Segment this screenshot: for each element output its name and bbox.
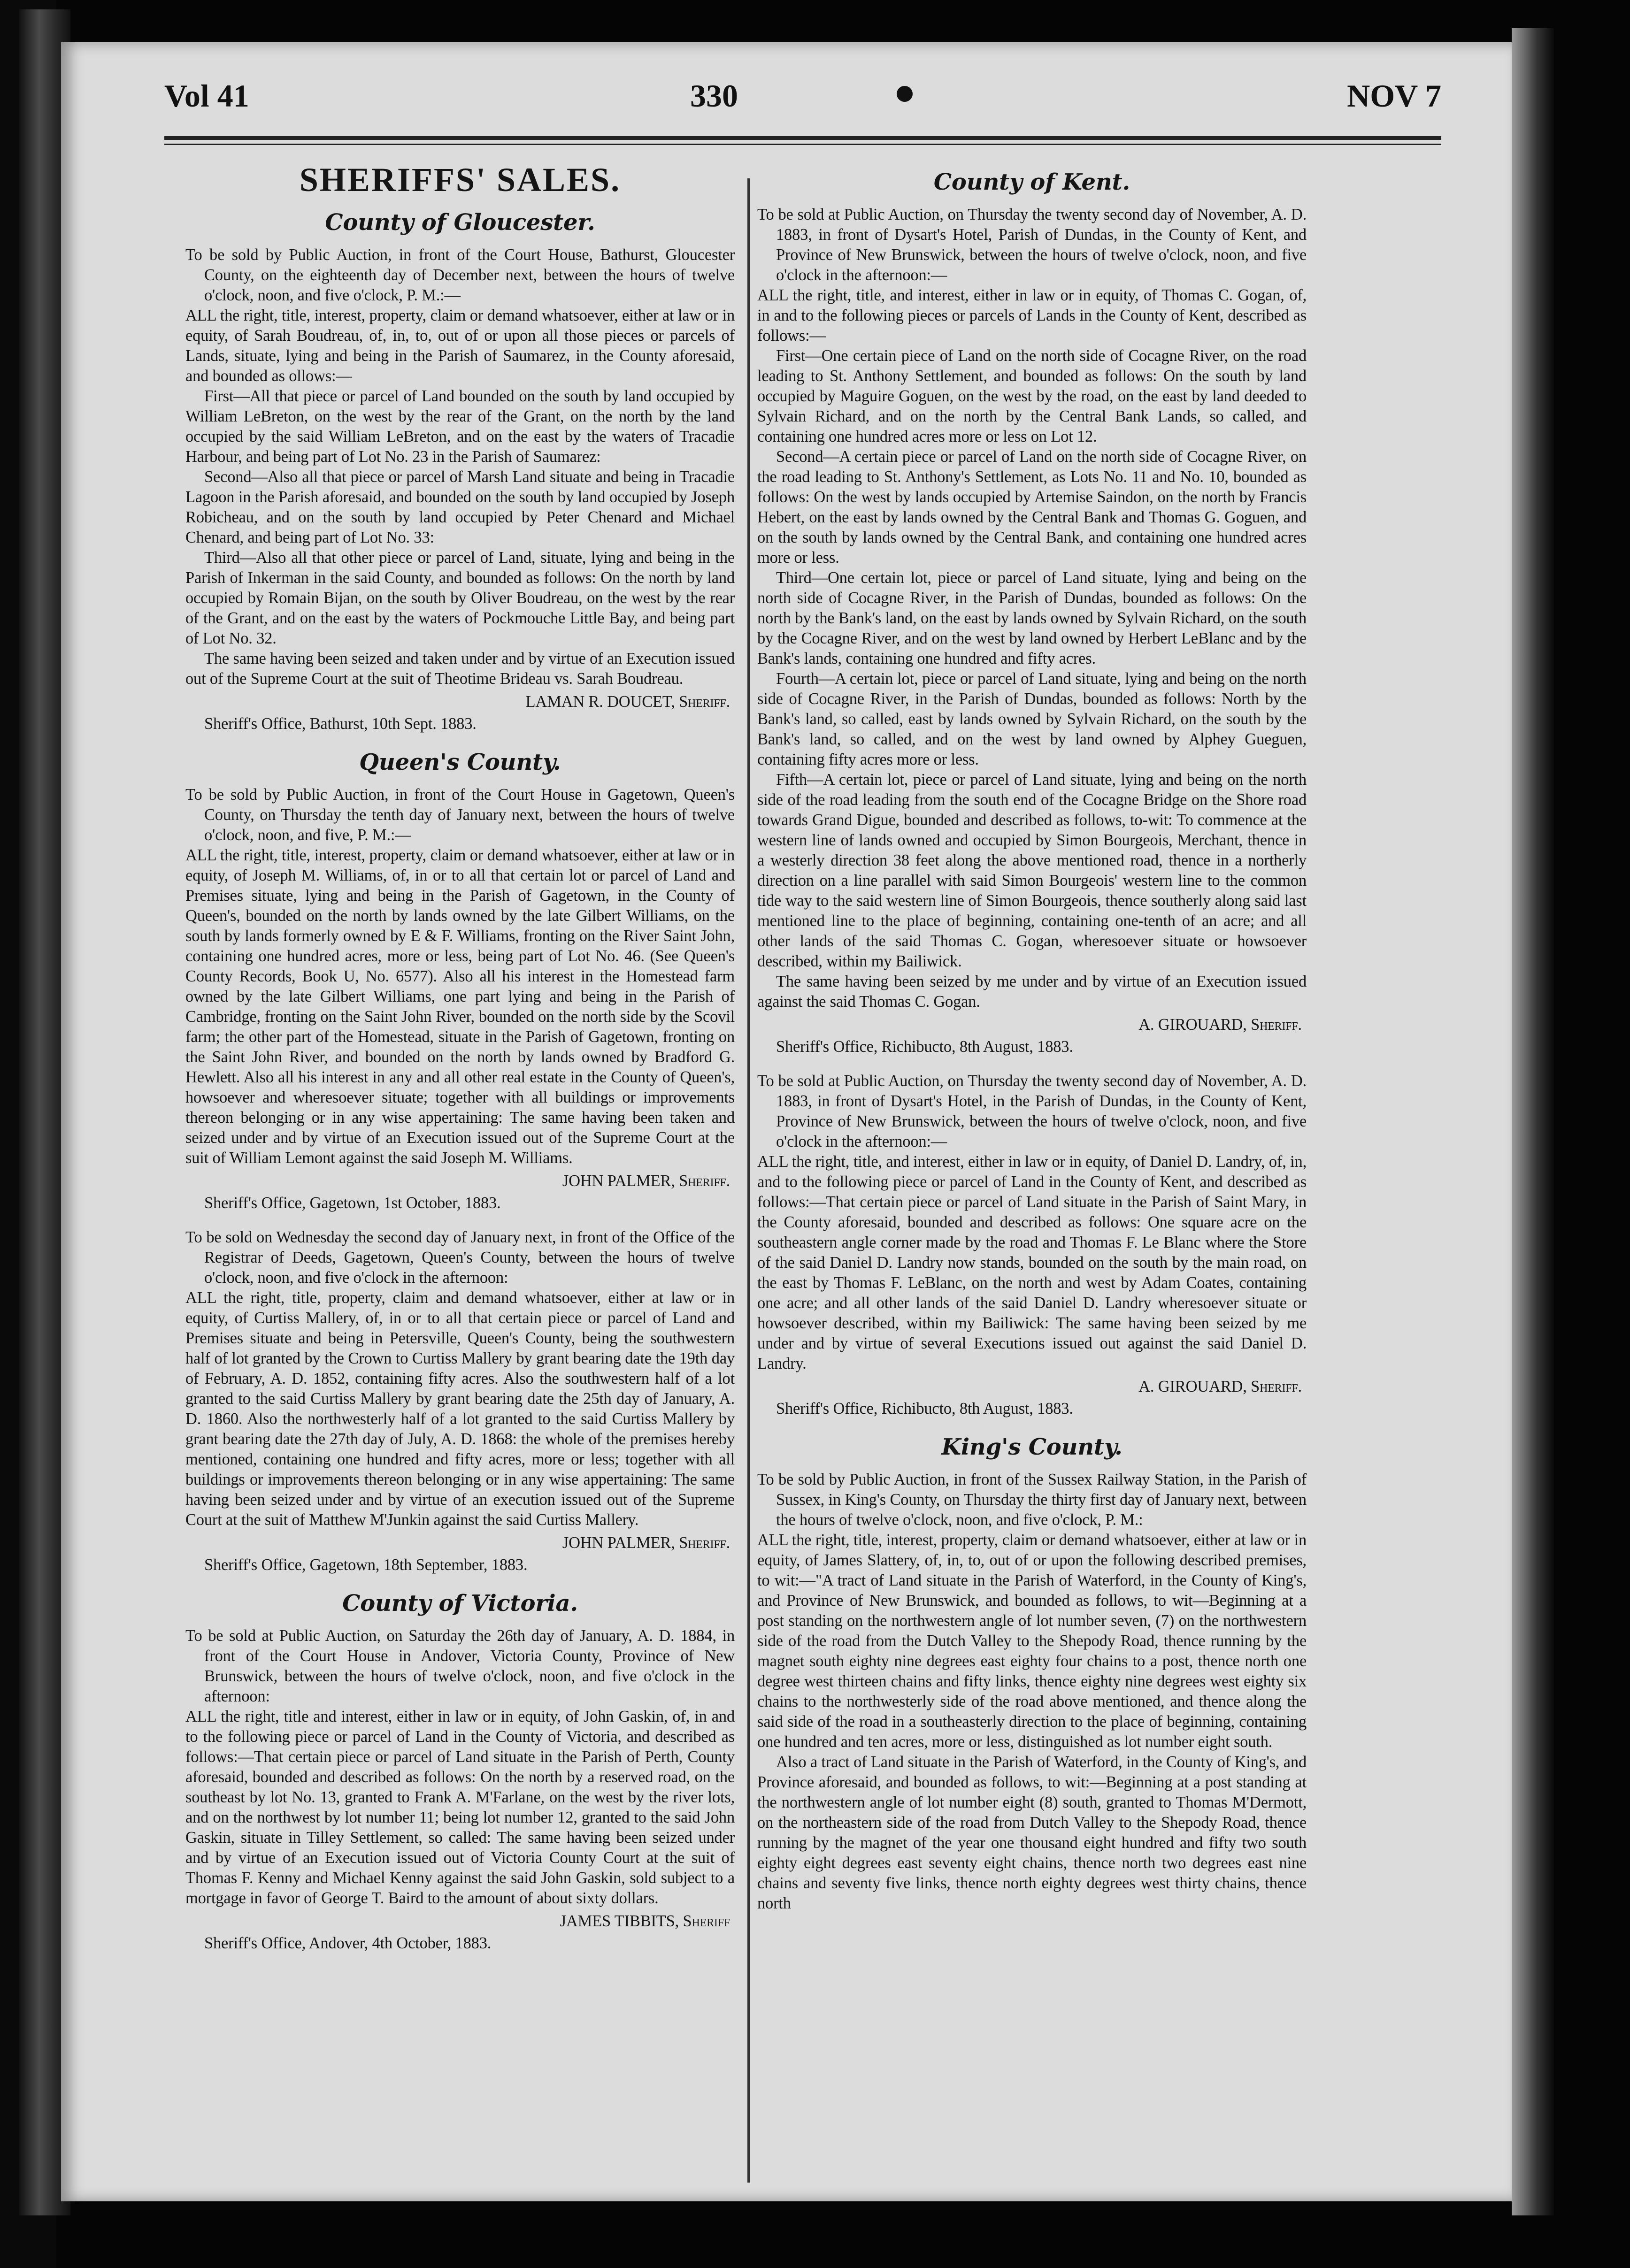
notice-also: Also a tract of Land situate in the Parish of Waterford, in the County of King's, and Province aforesaid, and bounded as follows, to wit:—Beginning at a post standing at the northwestern angle of lot number eight (8) south, granted to Thomas M'Dermott, on the northeastern side of the road from Dutch Valley to the Shepody Road, thence running by the magnet of the year one thousand eight hundred and fifty two south eighty eight degrees east seventy eight chains, thence north two degrees east nine chains and seventy five links, thence north eighty degrees west thirty chains, thence north xyxy=(757,1753,1307,1912)
notice-second: Second—A certain piece or parcel of Land on the north side of Cocagne River, on the road leading to St. Anthony's Settlement, as Lots No. 11 and No. 10, bounded as follows: On the west by lands occupied by Artemise Saindon, on the north by Francis Hebert, on the east by lands owned by the Central Bank and Thomas G. Goguen, and on the south by lands owned by the Central Bank, and containing one hundred acres more or less. xyxy=(757,448,1307,567)
sheriff-office: Sheriff's Office, Gagetown, 1st October, 1883. xyxy=(204,1194,501,1212)
page-number: 330 xyxy=(690,78,738,114)
notice-fourth: Fourth—A certain lot, piece or parcel of Land situate, lying and being on the north side of Cocagne River, in the Parish of Dundas, bounded as follows: North by the Bank's land, so called, east by lands owned by Sylvain Richard, on the south by the Bank's land, so called, and on the west by land owned by Alphey Gueguen, containing fifty acres more or less. xyxy=(757,670,1307,768)
notice-first: First—One certain piece of Land on the north side of Cocagne River, on the road leading to St. Anthony Settlement, and bounded as follows: On the south by land occupied by Maguire Goguen, on the west by the road, on the east by land deeded to Sylvain Richard, and on the north by the Central Bank Lands, so called, and containing one hundred acres more or less on Lot 12. xyxy=(757,347,1307,445)
notice-intro: To be sold by Public Auction, in front of the Sussex Railway Station, in the Parish of Sussex, in King's County, on Thursday the thirty first day of January next, between the hours of twelve o'clock, noon, and five o'clock, P. M.: xyxy=(757,1471,1307,1529)
section-title: SHERIFFS' SALES. xyxy=(299,161,621,199)
sheriff-signature: JOHN PALMER, Sheriff. xyxy=(562,1172,730,1190)
notice-fifth: Fifth—A certain lot, piece or parcel of Land situate, lying and being on the north side of the road leading from the south end of the Cocagne Bridge on the Shore road towards Grand Digue, bounded and described as follows, to-wit: To commence at the western line of lands owned and occupied by Simon Bourgeois, Merchant, thence in a westerly direction 38 feet along the above mentioned road, thence in a northerly direction on a line parallel with said Simon Bourgeois' western line to the common tide way to the said western line of Simon Bourgeois, thence southerly along said last mentioned line to the place of beginning, containing one-tenth of an acre; and all other lands of the said Thomas C. Gogan, wheresoever situate or howsoever described, within my Bailiwick. xyxy=(757,771,1307,970)
sheriff-office: Sheriff's Office, Richibucto, 8th August, 1883. xyxy=(776,1400,1073,1418)
county-heading-kings: King's County. xyxy=(941,1434,1123,1460)
notice-seized: The same having been seized by me under and by virtue of an Execution issued against the said Thomas C. Gogan. xyxy=(757,973,1307,1011)
county-heading-gloucester: County of Gloucester. xyxy=(325,209,595,236)
notice-body: ALL the right, title, and interest, either in law or in equity, of Daniel D. Landry, of, in, and to the following piece or parcel of Land in the County of Kent, and described as follows:—That certain piece or parcel of Land situate in the Parish of Saint Mary, in the County aforesaid, bounded and described as follows: One square acre on the southeastern angle corner made by the road and Thomas F. Le Blanc where the Store of the said Daniel D. Landry now stands, bounded on the south by the main road, on the east by Thomas F. LeBlanc, on the north and west by Adam Coates, containing one acre; and all other lands of the said Daniel D. Landry wheresoever situate or howsoever described, within my Bailiwick: The same having been seized by me under and by virtue of several Executions issued out against the said Daniel D. Landry. xyxy=(757,1153,1307,1372)
sheriff-office: Sheriff's Office, Bathurst, 10th Sept. 1883. xyxy=(204,715,477,733)
notice-body: ALL the right, title, interest, property, claim or demand whatsoever, either at law or in equity, of Joseph M. Williams, of, in or to all that certain lot or parcel of Land and Premises situate, lying and being in the Parish of Gagetown, in the County of Queen's, bounded on the north by lands owned by the late Gilbert Williams, on the south by lands formerly owned by E & F. Williams, fronting on the River Saint John, containing one hundred acres, more or less, being part of Lot No. 46. (See Queen's County Records, Book U, No. 6577). Also all his interest in the Homestead farm owned by the late Gilbert Williams, one part lying and being in the Parish of Cambridge, fronting on the Saint John River, bounded on the north side by the Scovil farm; the other part of the Homestead, situate in the Parish of Gagetown, fronting on the Saint John River, and bounded on the north by lands owned by Bradford G. Hewlett. Also all his interest in any and all other real estate in the County of Queen's, howsoever and wheresoever situate; together with all buildings or improvements thereon belonging or in any wise appertaining: The same having been taken and seized under and by virtue of an Execution issued out of the Supreme Court at the suit of William Lemont against the said Joseph M. Williams. xyxy=(185,846,735,1167)
sheriff-signature: A. GIROUARD, Sheriff. xyxy=(1138,1016,1302,1034)
left-column xyxy=(185,160,735,1968)
notice-seized: The same having been seized and taken under and by virtue of an Execution issued out of the Supreme Court at the suit of Theotime Brideau vs. Sarah Boudreau. xyxy=(185,650,735,688)
column-divider xyxy=(747,178,750,2183)
page-right-edge xyxy=(1512,28,1554,2215)
notice-body: ALL the right, title, property, claim and demand whatsoever, either at law or in equity, of Curtiss Mallery, of, in or to all that certain piece or parcel of Land and Premises situate and being in Petersville, Queen's County, being the southwestern half of lot granted by the Crown to Curtiss Mallery by grant bearing date the 19th day of February, A. D. 1852, containing fifty acres. Also the southwestern half of a lot granted to the said Curtiss Mallery by grant bearing date the 25th day of January, A. D. 1860. Also the northwesterly half of a lot granted to the said Curtiss Mallery by grant bearing date the 27th day of July, A. D. 1868: the whole of the premises hereby mentioned, containing one hundred and fifty acres, more or less; together with all buildings or improvements thereon belonging or in any wise appertaining: The same having been seized under and by virtue of an execution issued out of the Supreme Court at the suit of Matthew M'Junkin against the said Curtiss Mallery. xyxy=(185,1289,735,1529)
volume-label: Vol 41 xyxy=(164,78,249,114)
notice-intro: To be sold by Public Auction, in front of the Court House, Bathurst, Gloucester County, on the eighteenth day of December next, between the hours of twelve o'clock, noon, and five o'clock, P. M.:— xyxy=(185,246,735,304)
sheriff-office: Sheriff's Office, Richibucto, 8th August, 1883. xyxy=(776,1038,1073,1056)
notice-body: ALL the right, title, interest, property, claim or demand whatsoever, either at law or in equity, of Sarah Boudreau, of, in, to, out of or upon all those pieces or parcels of Lands, situate, lying and being in the Parish of Saumarez, in the County aforesaid, and bounded as ollows:— xyxy=(185,306,735,385)
notice-intro: To be sold by Public Auction, in front of the Court House in Gagetown, Queen's County, on Thursday the tenth day of January next, between the hours of twelve o'clock, noon, and five, P. M.:— xyxy=(185,786,735,844)
page-header xyxy=(164,77,1441,134)
notice-body: ALL the right, title and interest, either in law or in equity, of John Gaskin, of, in and to the following piece or parcel of Land in the County of Victoria, and described as follows:—That certain piece or parcel of Land situate in the Parish of Perth, County aforesaid, bounded and described as follows: On the north by a reserved road, on the southeast by lot No. 13, granted to Frank A. M'Farlane, on the west by the river lots, and on the northwest by lot number 11; being lot number 12, granted to the said John Gaskin, situate in Tilley Settlement, so called: The same having been seized under and by virtue of an Execution issued out of Victoria County Court at the suit of Thomas F. Kenny and Michael Kenny against the said John Gaskin, sold subject to a mortgage in favor of George T. Baird to the amount of about sixty dollars. xyxy=(185,1708,735,1907)
sheriff-signature: A. GIROUARD, Sheriff. xyxy=(1138,1378,1302,1395)
header-rule-thin xyxy=(164,144,1441,145)
county-heading-victoria: County of Victoria. xyxy=(342,1590,578,1617)
notice-intro: To be sold at Public Auction, on Thursday the twenty second day of November, A. D. 1883, in front of Dysart's Hotel, in the Parish of Dundas, in the County of Kent, Province of New Brunswick, between the hours of twelve o'clock, noon, and five o'clock in the afternoon:— xyxy=(757,1072,1307,1150)
notice-intro: To be sold on Wednesday the second day of January next, in front of the Office of the Registrar of Deeds, Gagetown, Queen's County, between the hours of twelve o'clock, noon, and five o'clock in the afternoon: xyxy=(185,1228,735,1287)
sheriff-signature: JAMES TIBBITS, Sheriff xyxy=(560,1912,730,1930)
sheriff-signature: LAMAN R. DOUCET, Sheriff. xyxy=(525,693,730,711)
notice-third: Third—Also all that other piece or parcel of Land, situate, lying and being in the Parish of Inkerman in the said County, and bounded as follows: On the north by land occupied by Romain Bijan, on the south by Oliver Boudreau, on the west by the rear of the Grant, and on the east by the waters of Pockmouche Little Bay, and being part of Lot No. 32. xyxy=(185,549,735,647)
notice-first: First—All that piece or parcel of Land bounded on the south by land occupied by William LeBreton, on the west by the rear of the Grant, on the north by the land occupied by the said William LeBreton, and on the east by the waters of Tracadie Harbour, and being part of Lot No. 23 in the Parish of Saumarez: xyxy=(185,387,735,466)
notice-body: ALL the right, title, interest, property, claim or demand whatsoever, either at law or in equity, of James Slattery, of, in, to, out of or upon the following described premises, to wit:—"A tract of Land situate in the Parish of Waterford, in the County of King's, and Province of New Brunswick, and bounded as follows, to wit—Beginning at a post standing on the northwestern angle of lot number seven, (7) on the northwestern side of the road from the Dutch Valley to the Shepody Road, thence running by the magnet south eighty nine degrees east eighty four chains to a post, thence north one degree west thirteen chains and fifty links, thence eighty nine degrees west eighty six chains to the northwesterly side of the road above mentioned, and thence along the said side of the road in a southeasterly direction to the place of beginning, containing one hundred and ten acres, more or less, distinguished as lot number eight south. xyxy=(757,1531,1307,1751)
issue-date: NOV 7 xyxy=(1347,78,1441,114)
header-rule xyxy=(164,136,1441,140)
sheriff-office: Sheriff's Office, Gagetown, 18th September, 1883. xyxy=(204,1556,528,1574)
county-heading-kent: County of Kent. xyxy=(933,169,1130,195)
ink-dot xyxy=(897,86,913,102)
notice-body: ALL the right, title, and interest, either in law or in equity, of Thomas C. Gogan, of, in and to the following pieces or parcels of Lands in the County of Kent, described as follows:— xyxy=(757,286,1307,345)
sheriff-office: Sheriff's Office, Andover, 4th October, 1883. xyxy=(204,1934,492,1952)
notice-second: Second—Also all that piece or parcel of Marsh Land situate and being in Tracadie Lagoon in the Parish aforesaid, and bounded on the south by land occupied by Joseph Robicheau, and on the south by land occupied by Peter Chenard and Michael Chenard, and being part of Lot No. 33: xyxy=(185,468,735,546)
notice-intro: To be sold at Public Auction, on Thursday the twenty second day of November, A. D. 1883, in front of Dysart's Hotel, Parish of Dundas, in the County of Kent, and Province of New Brunswick, between the hours of twelve o'clock, noon, and five o'clock in the afternoon:— xyxy=(757,206,1307,284)
county-heading-queens: Queen's County. xyxy=(359,749,561,775)
right-column xyxy=(757,160,1307,1914)
sheriff-signature: JOHN PALMER, Sheriff. xyxy=(562,1534,730,1552)
notice-intro: To be sold at Public Auction, on Saturday the 26th day of January, A. D. 1884, in front of the Court House in Andover, Victoria County, Province of New Brunswick, between the hours of twelve o'clock, noon, and five o'clock in the afternoon: xyxy=(185,1627,735,1705)
notice-third: Third—One certain lot, piece or parcel of Land situate, lying and being on the north side of Cocagne River, in the Parish of Dundas, bounded as follows: On the north by the Bank's land, on the east by lands owned by Sylvain Richard, on the south by the Cocagne River, and on the west by land owned by Herbert LeBlanc and by the Bank's lands, containing one hundred and fifty acres. xyxy=(757,569,1307,667)
